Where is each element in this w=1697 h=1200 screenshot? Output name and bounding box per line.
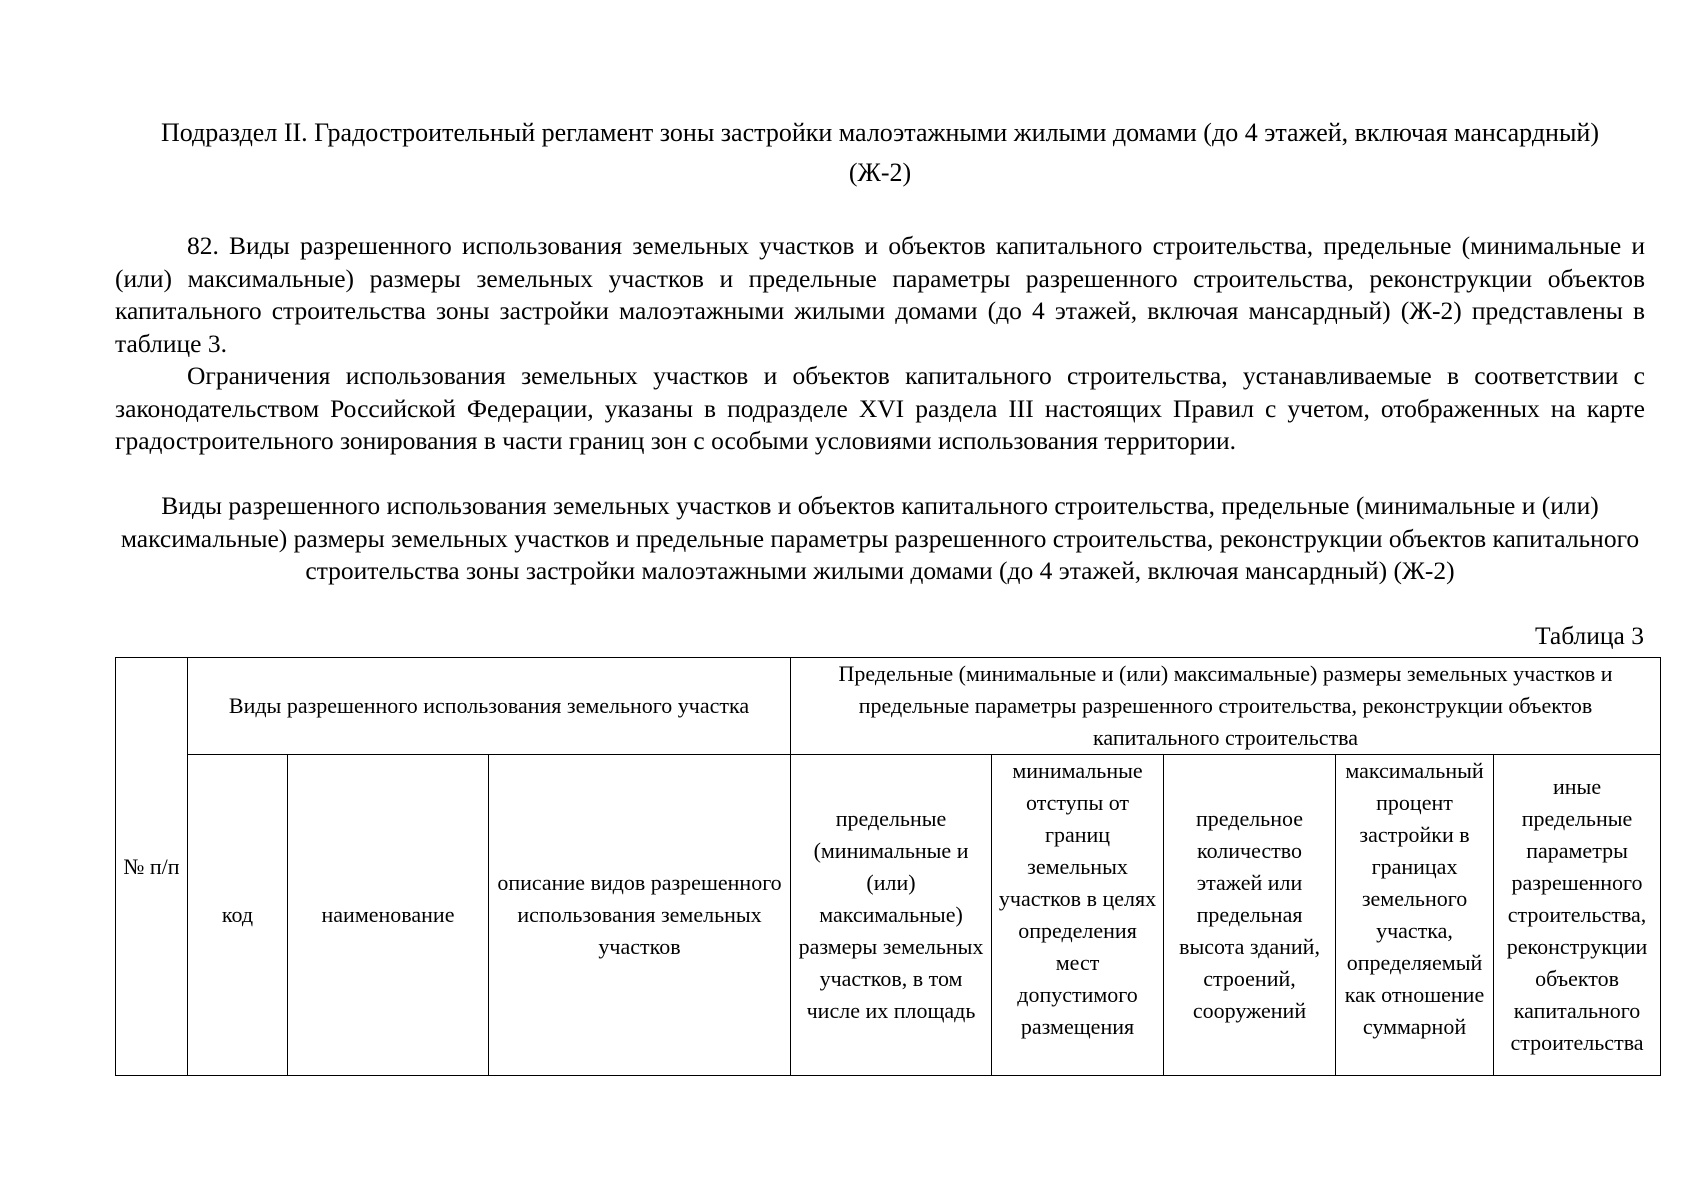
- paragraph-restrictions: Ограничения использования земельных участков и объектов капитального строительства, устанавливаемые в соответствии с законодательством Российской Федерации, указаны в подразделе XVI раздела III настоящих Правил с учетом, отображенных на карте градостроительного зонирования в части границ зон с особыми условиями использования территории.: [115, 361, 1645, 455]
- header-description: описание видов разрешенного использования земельных участков: [489, 755, 791, 1076]
- header-setbacks-text: минимальные отступы от границ земельных участков в целях определения мест допустимого размещения: [998, 758, 1157, 1039]
- subsection-title: Подраздел II. Градостроительный регламент зоны застройки малоэтажными жилыми домами (до 4 этажей, включая мансардный) (Ж-2): [160, 118, 1600, 187]
- paragraph-82: 82. Виды разрешенного использования земельных участков и объектов капитального строительства, предельные (минимальные и (или) максимальные) размеры земельных участков и предельные параметры разрешенного строительства, реконструкции объектов капитального строительства зоны застройки малоэтажными жилыми домами (до 4 этажей, включая мансардный) (Ж-2) представлены в таблице 3.: [115, 231, 1645, 358]
- table-header-row-1: [116, 658, 1661, 755]
- header-group-limits: Предельные (минимальные и (или) максимальные) размеры земельных участков и предельные параметры разрешенного строительства, реконструкции объектов капитального строительства: [791, 658, 1661, 755]
- header-code: код: [188, 755, 288, 1076]
- header-number: № п/п: [116, 658, 188, 1076]
- header-coverage: [1336, 755, 1494, 1076]
- header-coverage-text: максимальный процент застройки в границах земельного участка, определяемый как отношение суммарной: [1344, 758, 1485, 1039]
- regulation-table: [115, 657, 1661, 1076]
- table-header-row-2: [116, 755, 1661, 1076]
- table-number: Таблица 3: [1534, 621, 1644, 650]
- header-plot-sizes: предельные (минимальные и (или) максимальные) размеры земельных участков, в том числе их площадь: [791, 755, 992, 1076]
- header-setbacks: [992, 755, 1164, 1076]
- table-caption: Виды разрешенного использования земельных участков и объектов капитального строительства, предельные (минимальные и (или) максимальные) размеры земельных участков и предельные параметры разрешенного строительства, реконструкции объектов капитального строительства зоны застройки малоэтажными жилыми домами (до 4 этажей, включая мансардный) (Ж-2): [120, 491, 1640, 585]
- header-floors: предельное количество этажей или предельная высота зданий, строений, сооружений: [1164, 755, 1336, 1076]
- header-other: иные предельные параметры разрешенного строительства, реконструкции объектов капитального строительства: [1494, 755, 1661, 1076]
- header-name: наименование: [288, 755, 489, 1076]
- header-group-uses: Виды разрешенного использования земельного участка: [188, 658, 791, 755]
